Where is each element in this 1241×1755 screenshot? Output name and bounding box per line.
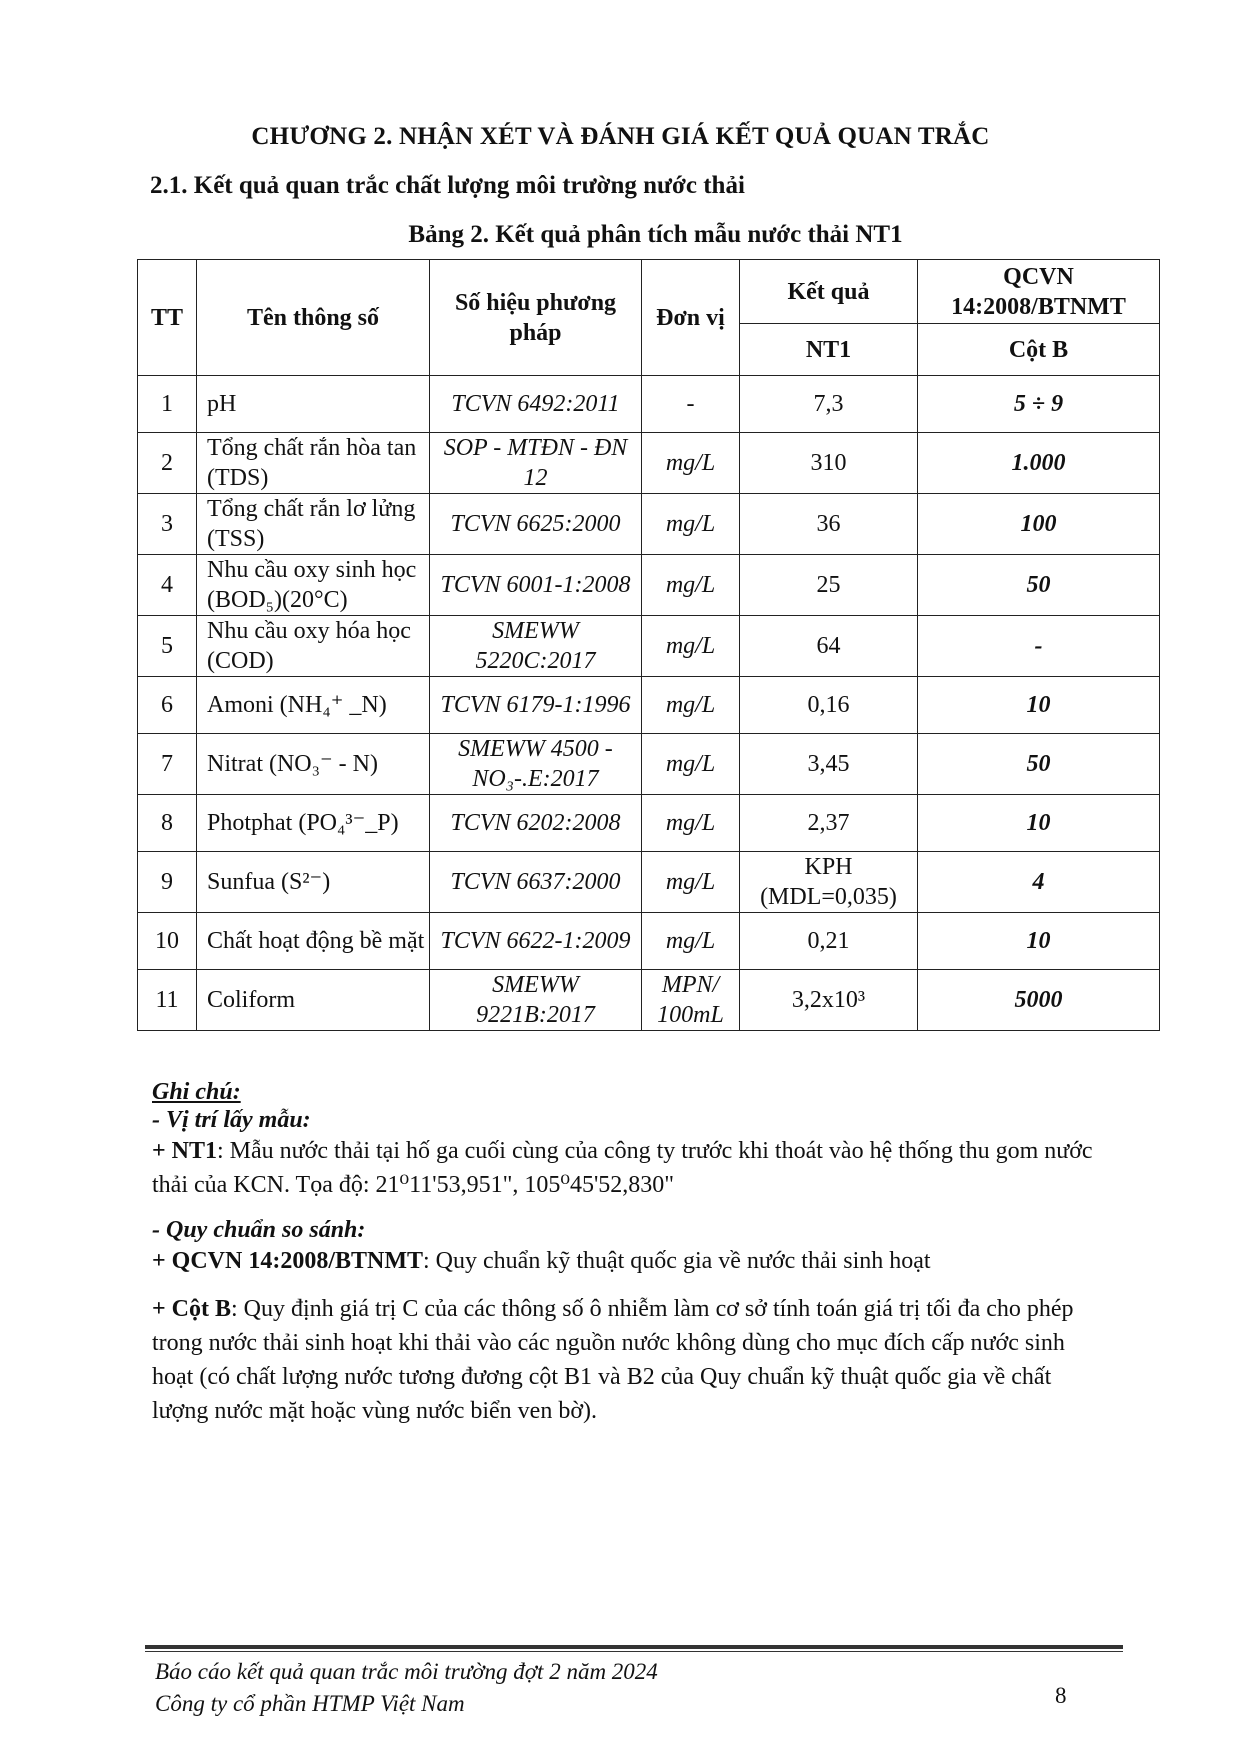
header-method: Số hiệu phương pháp — [430, 260, 642, 376]
nt1-text: : Mẫu nước thải tại hố ga cuối cùng của công ty trước khi thoát vào hệ thống thu gom nước thải của KCN. Tọa độ: 21⁰11'53,951", 105⁰45'52,830" — [152, 1138, 1093, 1198]
cell-limit: 4 — [918, 852, 1160, 913]
header-standard-sub: Cột B — [918, 324, 1160, 376]
cell-name: pH — [197, 376, 430, 433]
footer — [155, 1656, 1075, 1720]
header-result-sub: NT1 — [740, 324, 918, 376]
cell-result: 3,45 — [740, 734, 918, 795]
header-unit: Đơn vị — [642, 260, 740, 376]
cell-result: 36 — [740, 494, 918, 555]
cell-unit: - — [642, 376, 740, 433]
cell-unit: mg/L — [642, 734, 740, 795]
cell-result: 64 — [740, 616, 918, 677]
cell-result: 25 — [740, 555, 918, 616]
cell-method: TCVN 6001-1:2008 — [430, 555, 642, 616]
cell-result: 2,37 — [740, 795, 918, 852]
table-row — [138, 734, 1160, 795]
qcvn-note — [152, 1244, 1112, 1278]
cell-method: SOP - MTĐN - ĐN 12 — [430, 433, 642, 494]
cell-tt: 3 — [138, 494, 197, 555]
table-row — [138, 555, 1160, 616]
cell-tt: 10 — [138, 913, 197, 970]
cell-method: SMEWW 4500 - NO₃-.E:2017 — [430, 734, 642, 795]
table-row — [138, 494, 1160, 555]
cell-name: Amoni (NH₄⁺ _N) — [197, 677, 430, 734]
cell-name: Coliform — [197, 970, 430, 1031]
cell-result: KPH (MDL=0,035) — [740, 852, 918, 913]
cell-method: TCVN 6637:2000 — [430, 852, 642, 913]
cell-method: TCVN 6179-1:1996 — [430, 677, 642, 734]
footer-divider — [145, 1645, 1123, 1652]
cell-tt: 5 — [138, 616, 197, 677]
table-row — [138, 433, 1160, 494]
colb-label: + Cột B — [152, 1296, 232, 1322]
cell-limit: 10 — [918, 913, 1160, 970]
cell-name: Nhu cầu oxy hóa học (COD) — [197, 616, 430, 677]
colb-note — [152, 1292, 1112, 1428]
cell-tt: 9 — [138, 852, 197, 913]
standard-heading: - Quy chuẩn so sánh: — [152, 1217, 366, 1243]
page-number: 8 — [1055, 1683, 1067, 1708]
cell-limit: 5000 — [918, 970, 1160, 1031]
cell-tt: 2 — [138, 433, 197, 494]
cell-result: 0,21 — [740, 913, 918, 970]
cell-method: TCVN 6202:2008 — [430, 795, 642, 852]
cell-tt: 7 — [138, 734, 197, 795]
table-row — [138, 913, 1160, 970]
table-row — [138, 852, 1160, 913]
cell-limit: 10 — [918, 795, 1160, 852]
cell-limit: 1.000 — [918, 433, 1160, 494]
cell-unit: mg/L — [642, 852, 740, 913]
qcvn-label: + QCVN 14:2008/BTNMT — [152, 1248, 424, 1274]
header-name: Tên thông số — [197, 260, 430, 376]
notes — [152, 1078, 1112, 1428]
qcvn-text: : Quy chuẩn kỹ thuật quốc gia về nước thải sinh hoạt — [423, 1248, 931, 1274]
cell-method: SMEWW 5220C:2017 — [430, 616, 642, 677]
cell-tt: 1 — [138, 376, 197, 433]
cell-name: Photphat (PO₄³⁻_P) — [197, 795, 430, 852]
cell-unit: mg/L — [642, 913, 740, 970]
table-row — [138, 795, 1160, 852]
header-result: Kết quả — [740, 260, 918, 324]
table-row — [138, 970, 1160, 1031]
cell-limit: 100 — [918, 494, 1160, 555]
cell-limit: 50 — [918, 734, 1160, 795]
cell-unit: mg/L — [642, 555, 740, 616]
cell-unit: mg/L — [642, 433, 740, 494]
cell-name: Sunfua (S²⁻) — [197, 852, 430, 913]
table-title: Bảng 2. Kết quả phân tích mẫu nước thải NT1 — [408, 221, 903, 248]
cell-tt: 11 — [138, 970, 197, 1031]
cell-unit: mg/L — [642, 494, 740, 555]
cell-result: 0,16 — [740, 677, 918, 734]
cell-unit: mg/L — [642, 616, 740, 677]
cell-unit: MPN/ 100mL — [642, 970, 740, 1031]
cell-limit: 5 ÷ 9 — [918, 376, 1160, 433]
cell-limit: 10 — [918, 677, 1160, 734]
cell-tt: 8 — [138, 795, 197, 852]
cell-result: 7,3 — [740, 376, 918, 433]
table-row — [138, 376, 1160, 433]
header-tt: TT — [138, 260, 197, 376]
cell-unit: mg/L — [642, 795, 740, 852]
cell-limit: - — [918, 616, 1160, 677]
footer-report-title: Báo cáo kết quả quan trắc môi trường đợt 2 năm 2024 — [155, 1659, 658, 1684]
nt1-note — [152, 1134, 1112, 1202]
section-title: 2.1. Kết quả quan trắc chất lượng môi trường nước thải — [150, 172, 745, 199]
table-row — [138, 677, 1160, 734]
cell-name: Chất hoạt động bề mặt — [197, 913, 430, 970]
nt1-label: + NT1 — [152, 1138, 218, 1164]
footer-company: Công ty cổ phần HTMP Việt Nam — [155, 1691, 465, 1716]
table-body — [138, 376, 1160, 1031]
location-heading: - Vị trí lấy mẫu: — [152, 1107, 311, 1133]
cell-tt: 4 — [138, 555, 197, 616]
cell-name: Tổng chất rắn lơ lửng (TSS) — [197, 494, 430, 555]
cell-limit: 50 — [918, 555, 1160, 616]
cell-method: TCVN 6492:2011 — [430, 376, 642, 433]
cell-method: SMEWW 9221B:2017 — [430, 970, 642, 1031]
chapter-title: CHƯƠNG 2. NHẬN XÉT VÀ ĐÁNH GIÁ KẾT QUẢ QUAN TRẮC — [251, 123, 990, 150]
cell-result: 3,2x10³ — [740, 970, 918, 1031]
cell-method: TCVN 6625:2000 — [430, 494, 642, 555]
cell-name: Nhu cầu oxy sinh học (BOD₅)(20°C) — [197, 555, 430, 616]
results-table — [137, 259, 1160, 1031]
cell-tt: 6 — [138, 677, 197, 734]
cell-name: Tổng chất rắn hòa tan (TDS) — [197, 433, 430, 494]
header-standard: QCVN 14:2008/BTNMT — [918, 260, 1160, 324]
cell-unit: mg/L — [642, 677, 740, 734]
cell-name: Nitrat (NO₃⁻ - N) — [197, 734, 430, 795]
notes-heading: Ghi chú: — [152, 1079, 241, 1105]
cell-result: 310 — [740, 433, 918, 494]
cell-method: TCVN 6622-1:2009 — [430, 913, 642, 970]
colb-text: : Quy định giá trị C của các thông số ô nhiễm làm cơ sở tính toán giá trị tối đa cho phép trong nước thải sinh hoạt khi thải vào các nguồn nước không dùng cho mục đích cấp nước sinh hoạt (có chất lượng nước tương đương cột B1 và B2 của Quy chuẩn kỹ thuật quốc gia về chất lượng nước mặt hoặc vùng nước biển ven bờ). — [152, 1296, 1074, 1424]
table-row — [138, 616, 1160, 677]
